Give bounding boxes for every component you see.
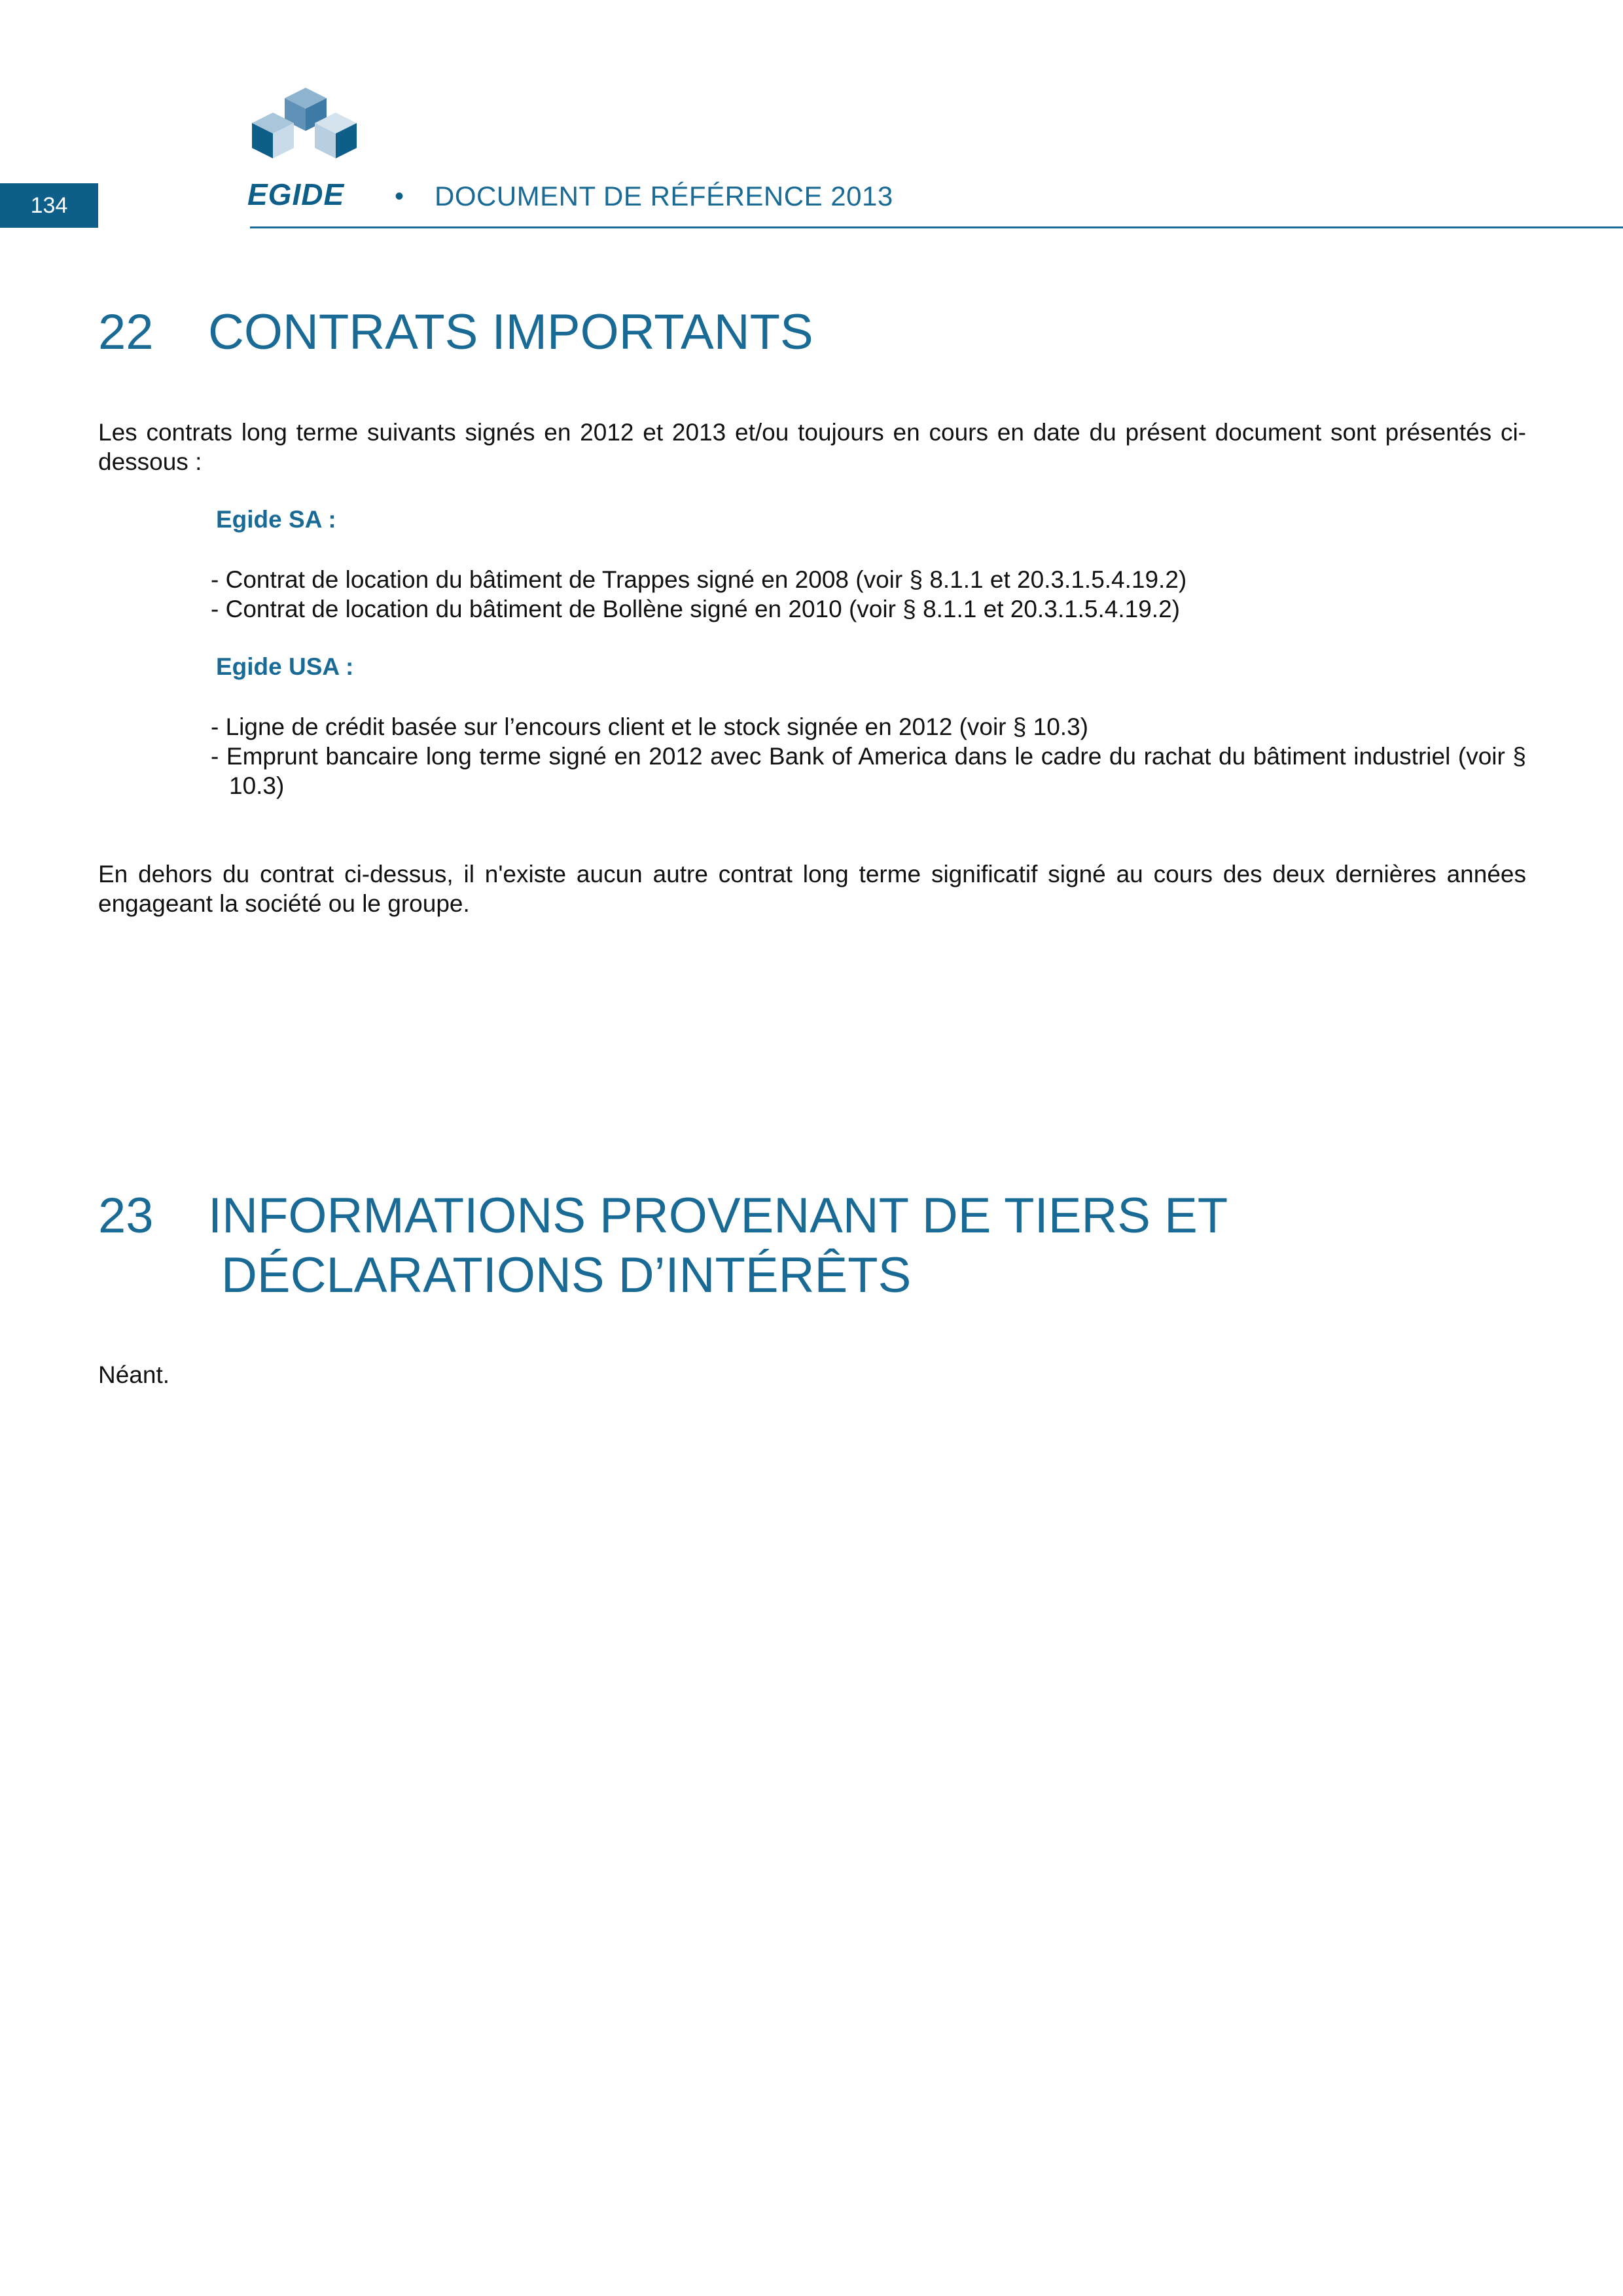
header-bullet: • bbox=[395, 182, 404, 211]
section-22-title: CONTRATS IMPORTANTS bbox=[208, 304, 813, 360]
egide-sa-list bbox=[211, 565, 1526, 624]
document-title: DOCUMENT DE RÉFÉRENCE 2013 bbox=[435, 181, 893, 211]
section-22-conclusion: En dehors du contrat ci-dessus, il n'existe aucun autre contrat long terme significatif signé au cours des deux dernières années engageant la société ou le groupe. bbox=[98, 861, 1526, 917]
section-23-title-line2: DÉCLARATIONS D’INTÉRÊTS bbox=[221, 1247, 912, 1304]
section-23-body: Néant. bbox=[98, 1361, 170, 1388]
section-22-number: 22 bbox=[98, 304, 154, 360]
list-item: - Contrat de location du bâtiment de Bollène signé en 2010 (voir § 8.1.1 et 20.3.1.5.4.19.2) bbox=[211, 596, 1180, 622]
egide-sa-heading: Egide SA : bbox=[216, 506, 336, 533]
list-item: - Emprunt bancaire long terme signé en 2012 avec Bank of America dans le cadre du rachat du bâtiment industriel (voir § 10.3) bbox=[211, 743, 1526, 799]
section-23-heading bbox=[98, 1186, 1228, 1305]
header-divider bbox=[250, 226, 1623, 228]
page-number: 134 bbox=[0, 183, 98, 228]
egide-usa-heading: Egide USA : bbox=[216, 653, 354, 680]
logo-wordmark: EGIDE bbox=[247, 177, 345, 211]
list-item: - Ligne de crédit basée sur l’encours client et le stock signée en 2012 (voir § 10.3) bbox=[211, 713, 1088, 740]
section-22-heading bbox=[98, 302, 813, 362]
section-23-title-line1: INFORMATIONS PROVENANT DE TIERS ET bbox=[208, 1188, 1228, 1244]
section-22-intro: Les contrats long terme suivants signés en 2012 et 2013 et/ou toujours en cours en date du présent document sont présentés ci-dessous : bbox=[98, 419, 1526, 475]
list-item: - Contrat de location du bâtiment de Trappes signé en 2008 (voir § 8.1.1 et 20.3.1.5.4.19.2) bbox=[211, 566, 1187, 593]
egide-usa-list bbox=[211, 712, 1526, 800]
section-23-number: 23 bbox=[98, 1188, 154, 1244]
